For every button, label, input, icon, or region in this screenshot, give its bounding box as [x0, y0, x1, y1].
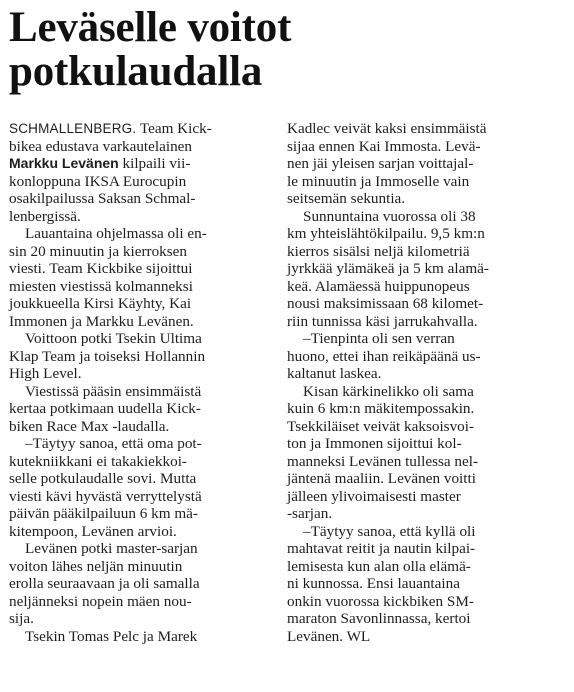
paragraph-12-quote: –Täytyy sanoa, että kyllä oli mahtavat reitit ja nautin kilpai- lemisesta kun alan olla elämä- ni kunnossa. Ensi lauantaina onkin vuorossa kickbiken SM- maraton Savonlinnassa, kertoi Levänen. WL	[287, 522, 476, 645]
paragraph-3: Voittoon potki Tsekin Ultima Klap Team ja toiseksi Hollannin High Level.	[9, 330, 206, 382]
dateline: SCHMALLENBERG.	[9, 121, 137, 136]
lead-paragraph	[9, 120, 274, 225]
article-column-right	[287, 120, 567, 645]
paragraph-5-quote: –Täytyy sanoa, että oma pot- kutekniikkani ei takakiekkoi- selle potkulaudalle sovi. Mutta viesti kävi hyvästä verryttelystä päivän pääkilpailuun 6 km mä- kitempoon, Levänen arvioi.	[9, 435, 202, 540]
paragraph-7: Tsekin Tomas Pelc ja Marek	[25, 627, 198, 645]
lead-text-start: Team Kick- bikea edustava varkautelainen	[9, 120, 212, 155]
paragraph-10-quote: –Tienpinta oli sen verran huono, ettei ihan reikäpäänä us- kaltanut laskea.	[287, 330, 481, 382]
paragraph-4: Viestissä pääsin ensimmäistä kertaa potkimaan uudella Kick- biken Race Max -laudalla.	[9, 382, 202, 435]
paragraph-2: Lauantaina ohjelmassa oli en- sin 20 minuutin ja kierroksen viesti. Team Kickbike sijoittui miesten viestissä kolmanneksi joukkueella Kirsi Käyhty, Kai Immonen ja Markku Levänen.	[9, 225, 207, 330]
article-headline: Leväselle voitot potkulaudalla	[9, 4, 292, 95]
paragraph-6: Levänen potki master-sarjan voiton lähes neljän minuutin erolla seuraavaan ja oli samalla neljänneksi nopein mäen nou- sija.	[9, 540, 200, 627]
paragraph-11: Kisan kärkinelikko oli sama kuin 6 km:n mäkitempossakin. Tsekkiläiset veivät kaksoisvoi- ton ja Immonen sijoittui kol- manneksi Levänen tullessa nel- jäntenä maaliin. Levänen voitti jälleen ylivoimaisesti master -sarjan.	[287, 382, 479, 522]
paragraph-9: Sunnuntaina vuorossa oli 38 km yhteislähtökilpailu. 9,5 km:n kierros sisälsi neljä kilometriä jyrkkää ylämäkeä ja 5 km alamä- keä. Alamäessä huippunopeus nousi maksimissaan 68 kilomet- riin tunnissa käsi jarrukahvalla.	[287, 207, 489, 330]
article-column-left	[9, 120, 274, 645]
athlete-name: Markku Levänen	[9, 155, 119, 171]
paragraph-8: Kadlec veivät kaksi ensimmäistä sijaa ennen Kai Immosta. Levä- nen jäi yleisen sarjan voittajal- le minuutin ja Immoselle vain seitsemän sekuntia.	[287, 120, 487, 207]
lead-text-end: kilpaili vii- konloppuna IKSA Eurocupin osakilpailussa Saksan Schmal- lenbergissä.	[9, 155, 196, 225]
